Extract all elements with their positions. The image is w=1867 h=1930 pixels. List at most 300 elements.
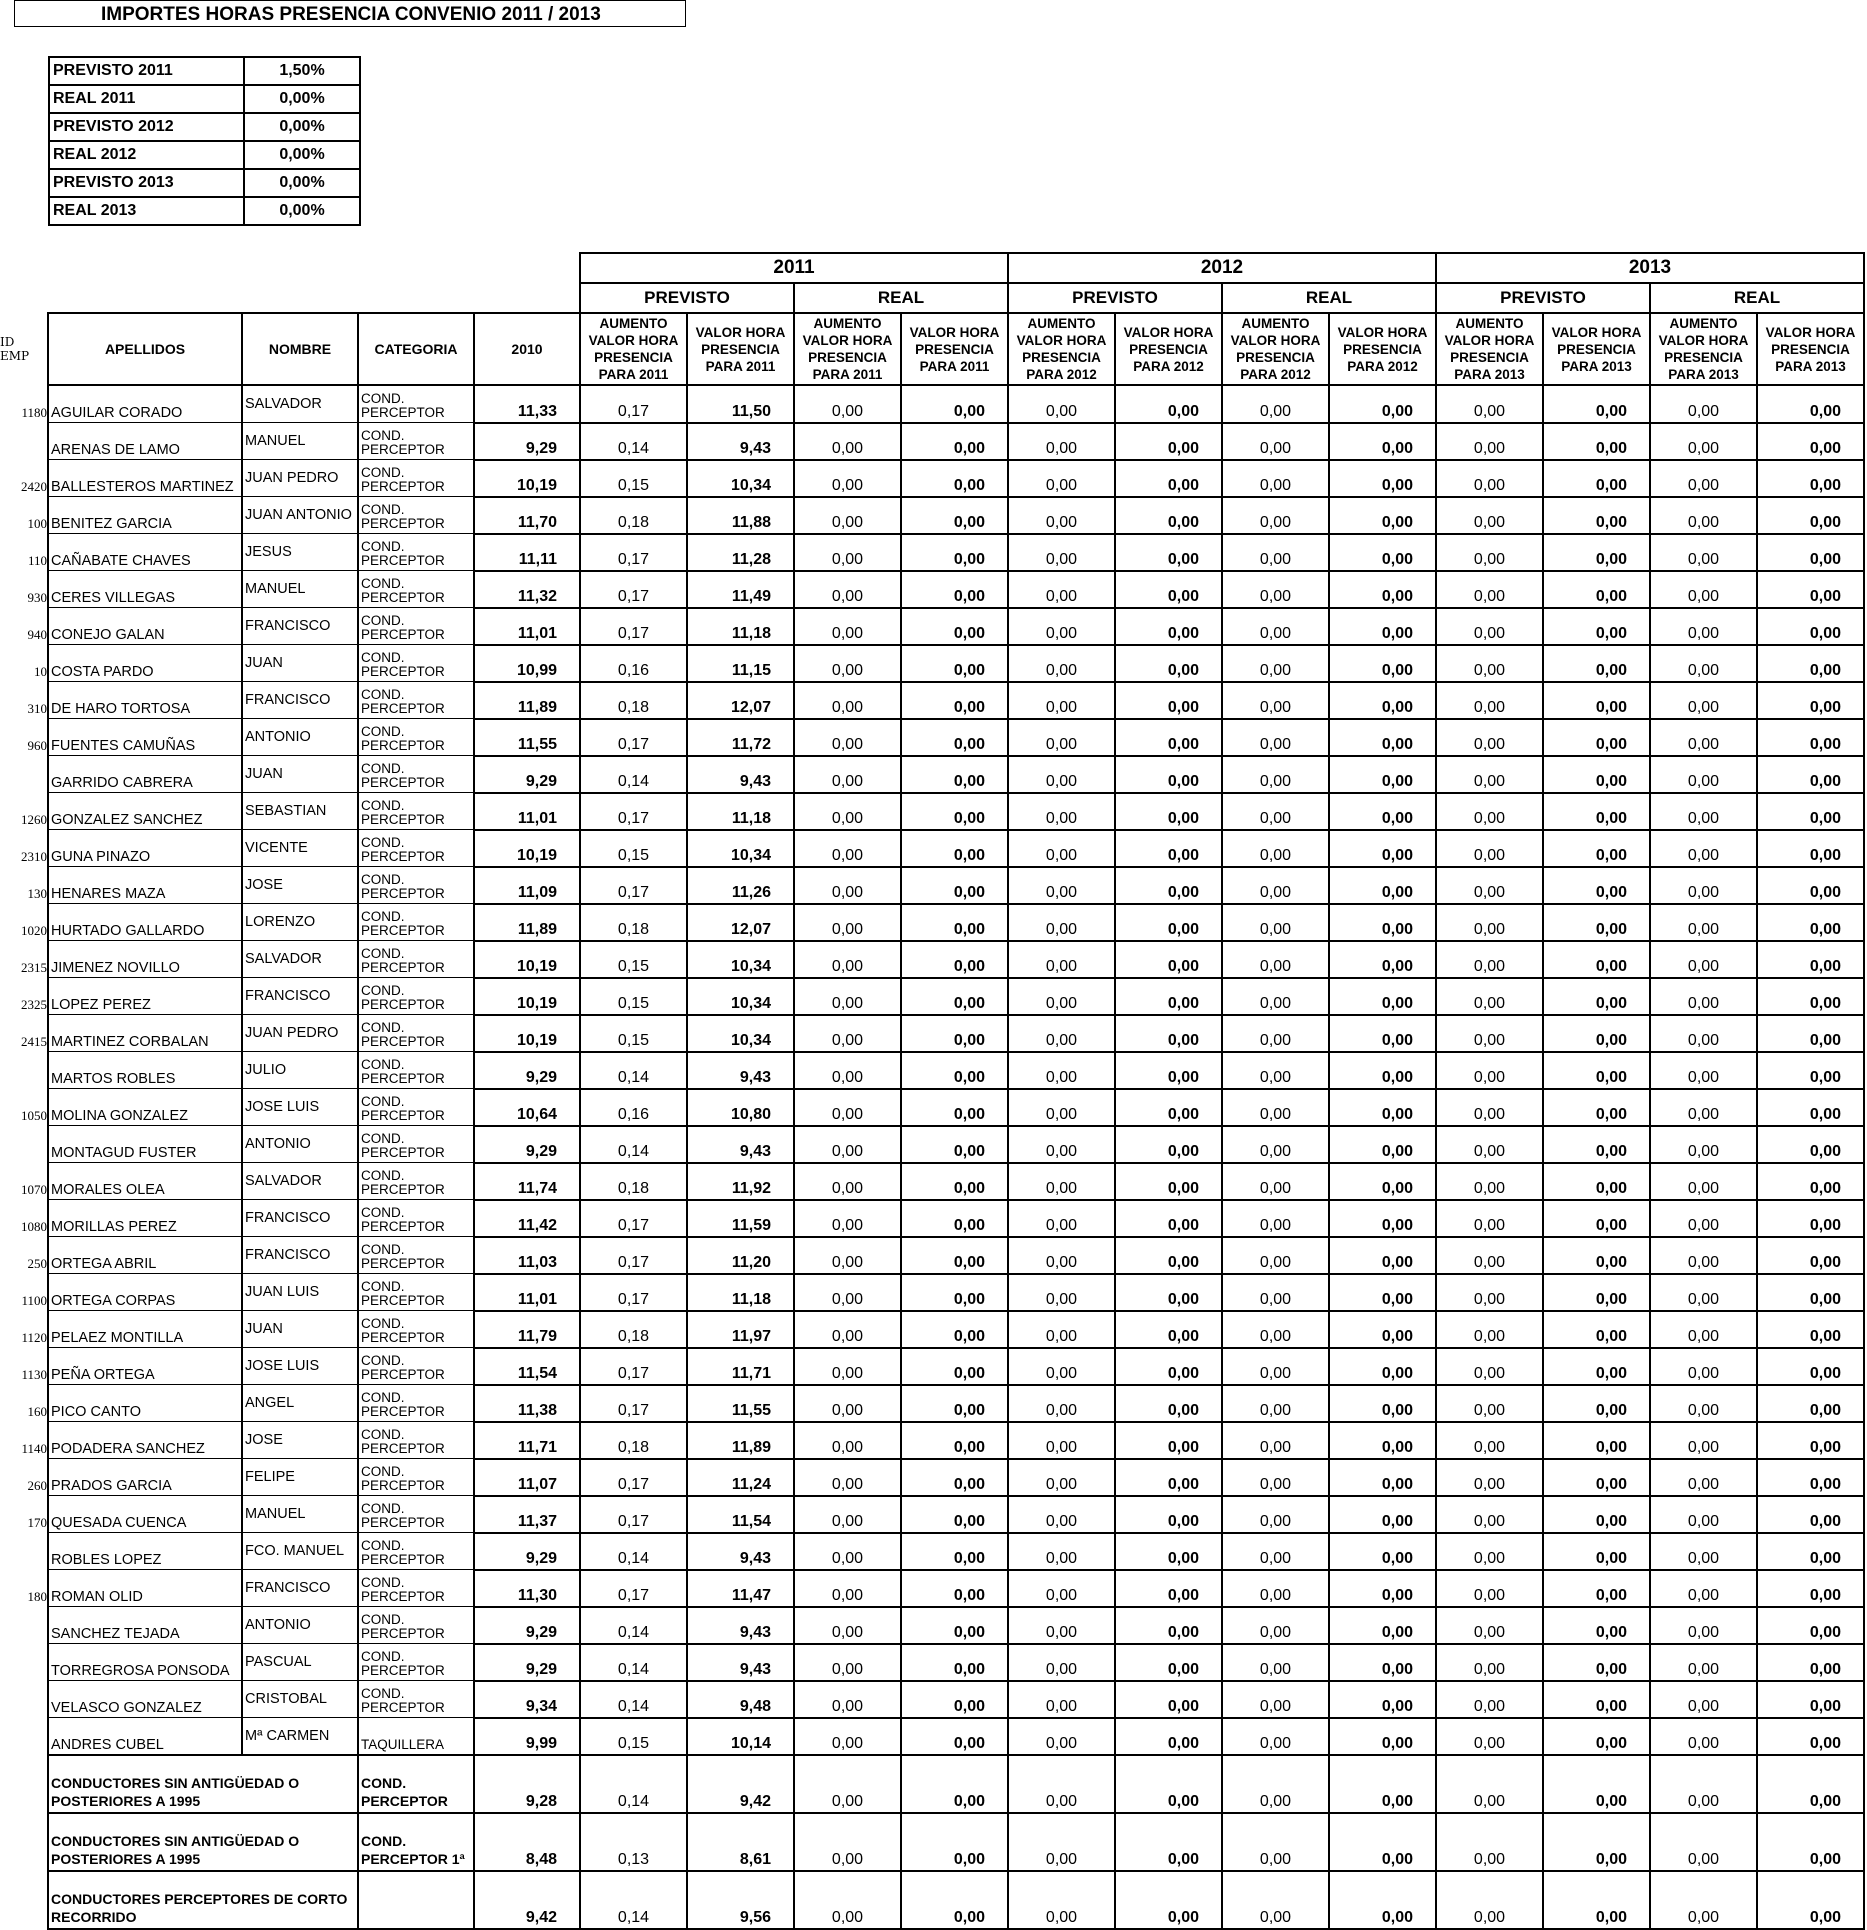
categoria-header: CATEGORIA <box>358 313 474 385</box>
aumento-cell: 0,00 <box>1650 1813 1757 1871</box>
aumento-cell: 0,00 <box>1436 682 1543 719</box>
valor-cell: 11,50 <box>687 385 794 423</box>
valor-cell: 0,00 <box>901 1644 1008 1681</box>
apellidos-cell: HURTADO GALLARDO <box>48 904 242 941</box>
aumento-cell: 0,00 <box>1436 1015 1543 1052</box>
valor-cell: 0,00 <box>1543 793 1650 830</box>
y2010-header: 2010 <box>474 313 580 385</box>
valor-cell: 12,07 <box>687 682 794 719</box>
aumento-cell: 0,00 <box>1436 904 1543 941</box>
table-row <box>0 1089 1864 1126</box>
nombre-cell: FRANCISCO <box>242 978 358 1015</box>
table-row <box>0 645 1864 682</box>
nombre-cell: JULIO <box>242 1052 358 1089</box>
id-emp-cell: 2415 <box>21 1033 47 1049</box>
y2010-cell: 11,42 <box>474 1200 580 1237</box>
aumento-cell: 0,00 <box>1222 460 1329 497</box>
apellidos-cell: ANDRES CUBEL <box>48 1718 242 1756</box>
y2010-cell: 11,01 <box>474 793 580 830</box>
categoria-cell: COND. PERCEPTOR <box>358 1348 474 1385</box>
aumento-cell: 0,00 <box>794 1311 901 1348</box>
aumento-cell: 0,14 <box>580 1052 687 1089</box>
valor-cell: 0,00 <box>1757 1813 1864 1871</box>
aumento-cell: 0,17 <box>580 1200 687 1237</box>
param-value: 0,00% <box>244 113 360 141</box>
valor-cell: 0,00 <box>1543 867 1650 904</box>
aumento-cell: 0,00 <box>794 1200 901 1237</box>
aumento-cell: 0,00 <box>1222 1813 1329 1871</box>
param-label: PREVISTO 2013 <box>49 169 244 197</box>
valor-cell: 0,00 <box>1329 385 1436 423</box>
valor-cell: 0,00 <box>1757 1459 1864 1496</box>
valor-cell: 0,00 <box>1757 1237 1864 1274</box>
table-row <box>0 1533 1864 1570</box>
categoria-cell: COND. PERCEPTOR <box>358 1089 474 1126</box>
valor-cell: 0,00 <box>1543 830 1650 867</box>
table-row <box>0 756 1864 793</box>
aumento-cell: 0,00 <box>1650 1237 1757 1274</box>
aumento-cell: 0,00 <box>794 1237 901 1274</box>
aumento-cell: 0,00 <box>1222 1385 1329 1422</box>
id-emp-cell: 1080 <box>21 1218 47 1234</box>
aumento-cell: 0,00 <box>1222 1348 1329 1385</box>
aumento-cell: 0,00 <box>1008 1089 1115 1126</box>
table-row <box>0 1570 1864 1607</box>
valor-cell: 0,00 <box>1543 1718 1650 1756</box>
apellidos-cell: MOLINA GONZALEZ <box>48 1089 242 1126</box>
aumento-cell: 0,00 <box>1650 608 1757 645</box>
table-row <box>0 904 1864 941</box>
year-2011-header: 2011 <box>580 253 1008 283</box>
y2010-cell: 11,30 <box>474 1570 580 1607</box>
valor-cell: 0,00 <box>1329 1385 1436 1422</box>
valor-cell: 0,00 <box>1329 1422 1436 1459</box>
y2010-cell: 9,42 <box>474 1871 580 1929</box>
categoria-cell: COND. PERCEPTOR <box>358 1015 474 1052</box>
valor-cell: 0,00 <box>1115 1385 1222 1422</box>
nombre-cell: ANTONIO <box>242 1607 358 1644</box>
special-row <box>0 1813 1864 1871</box>
valor-cell: 0,00 <box>901 1274 1008 1311</box>
valor-cell: 0,00 <box>901 1126 1008 1163</box>
valor-cell: 0,00 <box>1543 423 1650 460</box>
apellidos-cell: PICO CANTO <box>48 1385 242 1422</box>
valor-cell: 0,00 <box>1757 1015 1864 1052</box>
y2010-cell: 11,89 <box>474 904 580 941</box>
id-emp-cell: 170 <box>27 1514 47 1530</box>
id-emp-cell: 1120 <box>21 1329 47 1345</box>
aumento-cell: 0,00 <box>1222 1718 1329 1756</box>
valor-cell: 9,43 <box>687 423 794 460</box>
nombre-cell: ANTONIO <box>242 719 358 756</box>
table-row <box>0 1644 1864 1681</box>
valor-cell: 0,00 <box>901 1459 1008 1496</box>
aumento-cell: 0,18 <box>580 1422 687 1459</box>
nombre-cell: MANUEL <box>242 423 358 460</box>
valor-cell: 0,00 <box>1757 460 1864 497</box>
salary-table <box>0 252 1865 1930</box>
valor-cell: 0,00 <box>1329 1459 1436 1496</box>
param-value: 0,00% <box>244 169 360 197</box>
y2010-cell: 11,54 <box>474 1348 580 1385</box>
aumento-cell: 0,00 <box>1008 941 1115 978</box>
aumento-cell: 0,14 <box>580 423 687 460</box>
aumento-cell: 0,00 <box>1222 645 1329 682</box>
categoria-cell: COND. PERCEPTOR <box>358 423 474 460</box>
aumento-cell: 0,17 <box>580 571 687 608</box>
valor-cell: 0,00 <box>1115 941 1222 978</box>
valor-cell: 0,00 <box>1757 1570 1864 1607</box>
aumento-cell: 0,00 <box>1650 497 1757 534</box>
valor-cell: 0,00 <box>901 534 1008 571</box>
aumento-cell: 0,18 <box>580 497 687 534</box>
nombre-cell: SEBASTIAN <box>242 793 358 830</box>
valor-cell: 11,18 <box>687 1274 794 1311</box>
apellidos-cell: TORREGROSA PONSODA <box>48 1644 242 1681</box>
valor-cell: 0,00 <box>1115 460 1222 497</box>
aumento-cell: 0,00 <box>1008 1311 1115 1348</box>
categoria-cell: COND. PERCEPTOR <box>358 904 474 941</box>
valor-cell: 0,00 <box>1115 1237 1222 1274</box>
aumento-cell: 0,00 <box>1222 571 1329 608</box>
valor-cell: 0,00 <box>1115 978 1222 1015</box>
valor-cell: 0,00 <box>1329 1348 1436 1385</box>
valor-cell: 0,00 <box>1329 1533 1436 1570</box>
aumento-cell: 0,00 <box>794 867 901 904</box>
valor-cell: 0,00 <box>1543 497 1650 534</box>
valor-cell: 0,00 <box>1329 1237 1436 1274</box>
valor-cell: 0,00 <box>901 1163 1008 1200</box>
y2010-cell: 11,01 <box>474 608 580 645</box>
aumento-cell: 0,00 <box>1650 423 1757 460</box>
valor-cell: 0,00 <box>1329 1681 1436 1718</box>
valor-cell: 11,49 <box>687 571 794 608</box>
table-row <box>0 1459 1864 1496</box>
valor-cell: 0,00 <box>901 756 1008 793</box>
aumento-cell: 0,00 <box>1008 1570 1115 1607</box>
valor-cell: 0,00 <box>901 719 1008 756</box>
param-row <box>49 197 360 225</box>
year-2012-header: 2012 <box>1008 253 1436 283</box>
nombre-cell: ANTONIO <box>242 1126 358 1163</box>
real-2013-header: REAL <box>1650 283 1864 313</box>
table-row <box>0 1311 1864 1348</box>
aumento-cell: 0,00 <box>1222 719 1329 756</box>
aumento-cell: 0,00 <box>1222 534 1329 571</box>
aumento-cell: 0,00 <box>1008 1237 1115 1274</box>
real-2012-header: REAL <box>1222 283 1436 313</box>
valor-cell: 0,00 <box>901 1422 1008 1459</box>
aumento-cell: 0,18 <box>580 682 687 719</box>
y2010-cell: 11,07 <box>474 1459 580 1496</box>
nombre-cell: MANUEL <box>242 1496 358 1533</box>
valor-cell: 10,34 <box>687 460 794 497</box>
param-label: PREVISTO 2011 <box>49 57 244 85</box>
y2010-cell: 11,33 <box>474 385 580 423</box>
id-emp-cell: 2310 <box>21 848 47 864</box>
valor-cell: 9,56 <box>687 1871 794 1929</box>
params-table <box>48 56 361 226</box>
aumento-cell: 0,00 <box>1650 1570 1757 1607</box>
aumento-cell: 0,00 <box>1436 1459 1543 1496</box>
valor-cell: 9,43 <box>687 1126 794 1163</box>
table-row <box>0 1718 1864 1756</box>
aumento-cell: 0,00 <box>1650 756 1757 793</box>
valor-cell: 0,00 <box>901 1237 1008 1274</box>
nombre-cell: JESUS <box>242 534 358 571</box>
aumento-cell: 0,00 <box>1222 423 1329 460</box>
nombre-cell: FRANCISCO <box>242 1200 358 1237</box>
apellidos-cell: FUENTES CAMUÑAS <box>48 719 242 756</box>
y2010-cell: 11,11 <box>474 534 580 571</box>
valor-cell: 0,00 <box>1329 1089 1436 1126</box>
valor-header: VALOR HORA PRESENCIA PARA 2011 <box>901 313 1008 385</box>
table-row <box>0 460 1864 497</box>
table-row <box>0 497 1864 534</box>
valor-cell: 0,00 <box>901 1200 1008 1237</box>
aumento-cell: 0,00 <box>1650 1089 1757 1126</box>
nombre-cell: CRISTOBAL <box>242 1681 358 1718</box>
aumento-cell: 0,00 <box>1436 1274 1543 1311</box>
categoria-cell: COND. PERCEPTOR <box>358 1274 474 1311</box>
apellidos-cell: MORILLAS PEREZ <box>48 1200 242 1237</box>
aumento-cell: 0,15 <box>580 978 687 1015</box>
aumento-cell: 0,00 <box>1222 682 1329 719</box>
valor-cell: 0,00 <box>1329 1274 1436 1311</box>
aumento-cell: 0,00 <box>1008 534 1115 571</box>
valor-cell: 0,00 <box>1329 423 1436 460</box>
aumento-cell: 0,14 <box>580 1755 687 1813</box>
aumento-cell: 0,00 <box>1008 1607 1115 1644</box>
valor-cell: 0,00 <box>1757 1681 1864 1718</box>
apellidos-cell: SANCHEZ TEJADA <box>48 1607 242 1644</box>
valor-cell: 0,00 <box>901 830 1008 867</box>
valor-cell: 0,00 <box>1329 497 1436 534</box>
nombre-cell: JOSE <box>242 867 358 904</box>
aumento-cell: 0,14 <box>580 1644 687 1681</box>
aumento-header: AUMENTO VALOR HORA PRESENCIA PARA 2012 <box>1008 313 1115 385</box>
valor-cell: 0,00 <box>1757 1644 1864 1681</box>
aumento-cell: 0,00 <box>794 1163 901 1200</box>
valor-cell: 0,00 <box>1543 904 1650 941</box>
valor-cell: 0,00 <box>1329 756 1436 793</box>
valor-cell: 0,00 <box>1329 867 1436 904</box>
valor-cell: 0,00 <box>1115 1052 1222 1089</box>
aumento-cell: 0,14 <box>580 756 687 793</box>
valor-cell: 11,20 <box>687 1237 794 1274</box>
categoria-cell: COND. PERCEPTOR <box>358 1237 474 1274</box>
valor-cell: 0,00 <box>1115 423 1222 460</box>
aumento-cell: 0,00 <box>1650 941 1757 978</box>
aumento-cell: 0,00 <box>1008 460 1115 497</box>
aumento-cell: 0,00 <box>794 460 901 497</box>
aumento-cell: 0,15 <box>580 1718 687 1756</box>
table-row <box>0 1496 1864 1533</box>
param-row <box>49 85 360 113</box>
valor-cell: 0,00 <box>1757 1755 1864 1813</box>
aumento-cell: 0,00 <box>794 1813 901 1871</box>
aumento-cell: 0,18 <box>580 1311 687 1348</box>
valor-cell: 0,00 <box>901 645 1008 682</box>
nombre-cell: MANUEL <box>242 571 358 608</box>
param-row <box>49 57 360 85</box>
aumento-cell: 0,00 <box>1008 1718 1115 1756</box>
y2010-cell: 11,01 <box>474 1274 580 1311</box>
categoria-cell: COND. PERCEPTOR <box>358 1644 474 1681</box>
valor-cell: 0,00 <box>1115 682 1222 719</box>
table-row <box>0 1607 1864 1644</box>
aumento-cell: 0,00 <box>1650 904 1757 941</box>
aumento-cell: 0,00 <box>1222 904 1329 941</box>
aumento-cell: 0,00 <box>1436 1871 1543 1929</box>
param-value: 0,00% <box>244 197 360 225</box>
aumento-cell: 0,00 <box>1436 1163 1543 1200</box>
aumento-cell: 0,00 <box>1436 719 1543 756</box>
aumento-cell: 0,00 <box>1650 1496 1757 1533</box>
aumento-cell: 0,00 <box>1008 830 1115 867</box>
aumento-cell: 0,00 <box>1436 1681 1543 1718</box>
previsto-2012-header: PREVISTO <box>1008 283 1222 313</box>
aumento-cell: 0,00 <box>1650 793 1757 830</box>
table-row <box>0 830 1864 867</box>
year-2013-header: 2013 <box>1436 253 1864 283</box>
valor-cell: 0,00 <box>901 571 1008 608</box>
param-row <box>49 141 360 169</box>
valor-cell: 0,00 <box>1543 385 1650 423</box>
nombre-cell: JUAN ANTONIO <box>242 497 358 534</box>
valor-cell: 0,00 <box>901 1015 1008 1052</box>
table-row <box>0 1163 1864 1200</box>
y2010-cell: 11,74 <box>474 1163 580 1200</box>
aumento-cell: 0,18 <box>580 1163 687 1200</box>
valor-cell: 0,00 <box>1757 756 1864 793</box>
valor-cell: 0,00 <box>1543 941 1650 978</box>
id-emp-cell <box>0 756 48 793</box>
id-emp-cell: 160 <box>27 1403 47 1419</box>
id-emp-cell: 1140 <box>21 1440 47 1456</box>
param-value: 0,00% <box>244 85 360 113</box>
nombre-cell: JUAN <box>242 1311 358 1348</box>
valor-cell: 0,00 <box>1329 460 1436 497</box>
id-emp-cell: 180 <box>27 1588 47 1604</box>
special-label-cell: CONDUCTORES PERCEPTORES DE CORTO RECORRIDO <box>48 1871 358 1929</box>
aumento-cell: 0,00 <box>1436 385 1543 423</box>
valor-cell: 9,48 <box>687 1681 794 1718</box>
valor-cell: 0,00 <box>1757 1348 1864 1385</box>
param-row <box>49 113 360 141</box>
aumento-cell: 0,00 <box>1650 571 1757 608</box>
id-emp-cell: 940 <box>27 626 47 642</box>
aumento-cell: 0,15 <box>580 1015 687 1052</box>
aumento-cell: 0,00 <box>1222 1126 1329 1163</box>
apellidos-cell: PODADERA SANCHEZ <box>48 1422 242 1459</box>
valor-cell: 0,00 <box>1757 497 1864 534</box>
y2010-cell: 9,29 <box>474 1644 580 1681</box>
valor-cell: 0,00 <box>1757 1385 1864 1422</box>
valor-cell: 0,00 <box>1543 1533 1650 1570</box>
valor-cell: 0,00 <box>1329 1052 1436 1089</box>
nombre-cell: FRANCISCO <box>242 1237 358 1274</box>
valor-cell: 0,00 <box>1115 1871 1222 1929</box>
apellidos-cell: PRADOS GARCIA <box>48 1459 242 1496</box>
aumento-cell: 0,17 <box>580 1459 687 1496</box>
aumento-cell: 0,00 <box>1650 1126 1757 1163</box>
valor-cell: 0,00 <box>1115 497 1222 534</box>
aumento-cell: 0,00 <box>794 645 901 682</box>
valor-cell: 0,00 <box>1543 1200 1650 1237</box>
aumento-cell: 0,00 <box>1436 830 1543 867</box>
aumento-cell: 0,00 <box>1650 1755 1757 1813</box>
id-emp-cell: 1020 <box>21 922 47 938</box>
aumento-cell: 0,00 <box>1222 385 1329 423</box>
valor-cell: 0,00 <box>1757 1089 1864 1126</box>
y2010-cell: 11,79 <box>474 1311 580 1348</box>
aumento-cell: 0,00 <box>1650 1200 1757 1237</box>
valor-cell: 0,00 <box>1329 571 1436 608</box>
valor-cell: 9,43 <box>687 1644 794 1681</box>
aumento-cell: 0,00 <box>1650 1052 1757 1089</box>
table-row <box>0 608 1864 645</box>
valor-cell: 0,00 <box>1543 1126 1650 1163</box>
apellidos-cell: MARTINEZ CORBALAN <box>48 1015 242 1052</box>
y2010-cell: 11,70 <box>474 497 580 534</box>
valor-cell: 0,00 <box>1543 1274 1650 1311</box>
valor-cell: 0,00 <box>1757 571 1864 608</box>
valor-cell: 0,00 <box>1115 719 1222 756</box>
categoria-cell: COND. PERCEPTOR <box>358 1607 474 1644</box>
categoria-cell: COND. PERCEPTOR <box>358 608 474 645</box>
valor-cell: 0,00 <box>1329 904 1436 941</box>
valor-cell: 0,00 <box>1115 1533 1222 1570</box>
aumento-cell: 0,00 <box>1222 756 1329 793</box>
nombre-cell: Mª CARMEN <box>242 1718 358 1756</box>
valor-cell: 0,00 <box>1757 1163 1864 1200</box>
valor-cell: 0,00 <box>1115 1755 1222 1813</box>
apellidos-cell: JIMENEZ NOVILLO <box>48 941 242 978</box>
aumento-cell: 0,00 <box>1222 1163 1329 1200</box>
valor-cell: 0,00 <box>1543 1570 1650 1607</box>
aumento-cell: 0,00 <box>1650 1681 1757 1718</box>
aumento-cell: 0,00 <box>1436 1755 1543 1813</box>
aumento-cell: 0,00 <box>1222 1015 1329 1052</box>
header-years-row <box>0 253 1864 283</box>
aumento-cell: 0,18 <box>580 904 687 941</box>
nombre-cell: JUAN <box>242 756 358 793</box>
id-emp-cell: 10 <box>34 663 47 679</box>
aumento-cell: 0,14 <box>580 1871 687 1929</box>
aumento-cell: 0,00 <box>1008 1644 1115 1681</box>
param-row <box>49 169 360 197</box>
aumento-header: AUMENTO VALOR HORA PRESENCIA PARA 2013 <box>1650 313 1757 385</box>
valor-cell: 0,00 <box>1329 1311 1436 1348</box>
valor-cell: 0,00 <box>901 608 1008 645</box>
valor-cell: 0,00 <box>1543 1015 1650 1052</box>
valor-cell: 0,00 <box>1329 1015 1436 1052</box>
nombre-cell: FRANCISCO <box>242 608 358 645</box>
aumento-cell: 0,00 <box>1650 1274 1757 1311</box>
valor-cell: 0,00 <box>901 1755 1008 1813</box>
aumento-cell: 0,00 <box>1650 1163 1757 1200</box>
apellidos-cell: DE HARO TORTOSA <box>48 682 242 719</box>
aumento-cell: 0,14 <box>580 1126 687 1163</box>
aumento-cell: 0,00 <box>1222 1681 1329 1718</box>
valor-cell: 0,00 <box>901 1607 1008 1644</box>
apellidos-cell: COSTA PARDO <box>48 645 242 682</box>
table-row <box>0 571 1864 608</box>
aumento-cell: 0,00 <box>1222 1200 1329 1237</box>
valor-cell: 9,43 <box>687 1052 794 1089</box>
valor-cell: 0,00 <box>901 460 1008 497</box>
